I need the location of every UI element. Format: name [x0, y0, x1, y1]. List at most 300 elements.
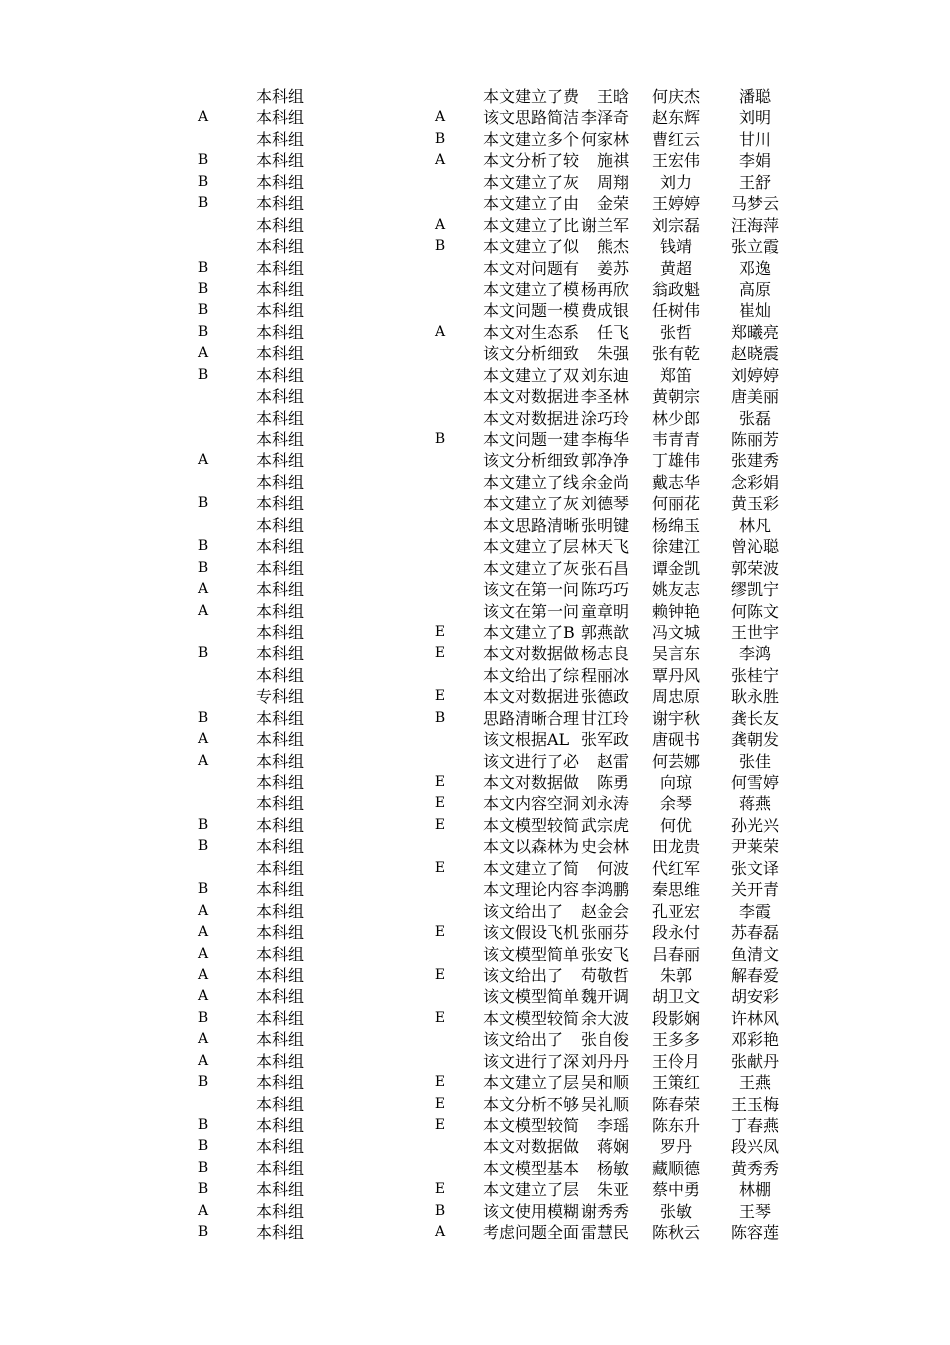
member-cell-3: 李霞 — [738, 901, 771, 921]
group-cell: 本科组 — [256, 258, 305, 278]
member-cell-3: 段兴凤 — [730, 1137, 779, 1157]
member-cell-3: 念彩娟 — [730, 472, 779, 492]
group-cell: 本科组 — [256, 1137, 305, 1157]
member-cell-2: 田龙贵 — [651, 837, 700, 857]
grade-cell-1: B — [197, 559, 209, 576]
comment-cell: 本文分析不够 — [483, 1094, 580, 1114]
member-cell-2: 胡卫文 — [651, 987, 700, 1007]
member-cell-1: 张自俊 — [580, 1030, 629, 1050]
member-cell-1: 杨再欣 — [580, 279, 629, 299]
comment-cell: 本文建立了层 — [483, 1073, 580, 1093]
member-cell-1: 李泽奇 — [580, 108, 629, 128]
member-cell-3: 林凡 — [738, 515, 771, 535]
comment-cell: 本文模型较简 — [483, 815, 580, 835]
grade-cell-1: A — [197, 1031, 209, 1048]
member-cell-2: 罗丹 — [659, 1137, 692, 1157]
member-cell-3: 郑曦亮 — [730, 322, 779, 342]
member-cell-3: 王玉梅 — [730, 1094, 779, 1114]
member-cell-3: 何陈文 — [730, 601, 779, 621]
grade-cell-1: A — [197, 1052, 209, 1069]
comment-cell: 本文思路清晰 — [483, 515, 580, 535]
grade-cell-2: E — [434, 688, 446, 705]
group-cell: 本科组 — [256, 408, 305, 428]
member-cell-1: 施祺 — [596, 151, 629, 171]
grade-cell-1: A — [197, 452, 209, 469]
table-row — [0, 643, 950, 664]
comment-cell: 本文问题一建 — [483, 430, 580, 449]
member-cell-1: 朱强 — [596, 344, 629, 364]
table-row — [0, 579, 950, 600]
grade-cell-2: B — [434, 709, 446, 726]
group-cell: 本科组 — [256, 965, 305, 985]
table-row — [0, 751, 950, 772]
comment-cell: 本文建立了模 — [483, 279, 580, 299]
member-cell-1: 郭净净 — [580, 451, 629, 471]
grade-cell-1: A — [197, 924, 209, 941]
table-row — [0, 1094, 950, 1115]
member-cell-1: 张石昌 — [580, 558, 629, 578]
member-cell-3: 何雪婷 — [730, 773, 779, 792]
table-row — [0, 665, 950, 686]
member-cell-2: 藏顺德 — [651, 1158, 700, 1178]
comment-cell: 本文建立了似 — [483, 237, 580, 257]
table-row — [0, 815, 950, 836]
grade-cell-2: E — [434, 816, 446, 833]
member-cell-1: 费成银 — [580, 301, 629, 321]
member-cell-2: 张哲 — [659, 322, 692, 342]
group-cell: 本科组 — [256, 601, 305, 621]
group-cell: 本科组 — [256, 837, 305, 857]
member-cell-2: 代红军 — [651, 858, 700, 878]
member-cell-2: 丁雄伟 — [651, 451, 700, 471]
comment-cell: 该文分析细致 — [483, 344, 580, 364]
group-cell: 本科组 — [256, 987, 305, 1007]
group-cell: 本科组 — [256, 901, 305, 921]
grade-cell-2: A — [434, 152, 446, 169]
group-cell: 本科组 — [256, 322, 305, 342]
comment-cell: 本文建立了比 — [483, 215, 580, 235]
grade-cell-1: B — [197, 323, 209, 340]
group-cell: 本科组 — [256, 1158, 305, 1178]
comment-cell: 本文建立了费 — [483, 87, 580, 106]
grade-cell-1: A — [197, 1202, 209, 1219]
table-row — [0, 472, 950, 493]
table-row — [0, 258, 950, 279]
member-cell-1: 程丽冰 — [580, 665, 629, 685]
grade-cell-1: B — [197, 1009, 209, 1026]
member-cell-2: 张有乾 — [651, 344, 700, 364]
member-cell-3: 张文译 — [730, 858, 779, 878]
table-row — [0, 986, 950, 1007]
grade-cell-2: E — [434, 924, 446, 941]
grade-cell-1: B — [197, 495, 209, 512]
member-cell-3: 关开青 — [730, 880, 779, 900]
member-cell-3: 崔灿 — [738, 301, 771, 321]
member-cell-2: 孔亚宏 — [651, 901, 700, 921]
member-cell-3: 汪海萍 — [730, 215, 779, 235]
grade-cell-2: B — [434, 1202, 446, 1219]
member-cell-2: 冯文城 — [651, 622, 700, 642]
table-row — [0, 386, 950, 407]
grade-cell-2: E — [434, 795, 446, 812]
member-cell-1: 王晗 — [596, 87, 629, 106]
comment-cell: 本文问题一模 — [483, 301, 580, 321]
comment-cell: 该文给出了 — [483, 1030, 564, 1050]
group-cell: 本科组 — [256, 494, 305, 514]
member-cell-3: 苏春磊 — [730, 923, 779, 943]
member-cell-1: 姜苏 — [596, 258, 629, 278]
group-cell: 本科组 — [256, 944, 305, 964]
table-row — [0, 107, 950, 128]
grade-cell-1: B — [197, 280, 209, 297]
comment-cell: 该文思路简洁 — [483, 108, 580, 128]
member-cell-2: 何丽花 — [651, 494, 700, 514]
member-cell-2: 姚友志 — [651, 580, 700, 600]
group-cell: 本科组 — [256, 387, 305, 407]
table-row — [0, 1179, 950, 1200]
grade-cell-2: E — [434, 1181, 446, 1198]
member-cell-3: 尹莱荣 — [730, 837, 779, 857]
comment-cell: 本文内容空洞 — [483, 794, 580, 814]
comment-cell: 该文根据AL — [483, 730, 570, 750]
table-row — [0, 1008, 950, 1029]
member-cell-1: 谢秀秀 — [580, 1201, 629, 1221]
comment-cell: 本文对数据做 — [483, 1137, 580, 1157]
group-cell: 本科组 — [256, 1073, 305, 1093]
member-cell-3: 刘婷婷 — [730, 365, 779, 385]
member-cell-3: 黄玉彩 — [730, 494, 779, 514]
table-row — [0, 901, 950, 922]
comment-cell: 本文分析了较 — [483, 151, 580, 171]
group-cell: 本科组 — [256, 472, 305, 492]
member-cell-2: 周忠原 — [651, 687, 700, 707]
member-cell-2: 赵东辉 — [651, 108, 700, 128]
member-cell-3: 黄秀秀 — [730, 1158, 779, 1178]
grade-cell-1: B — [197, 538, 209, 555]
comment-cell: 本文建立了简 — [483, 858, 580, 878]
comment-cell: 本文对生态系 — [483, 322, 580, 342]
table-row — [0, 300, 950, 321]
table-row — [0, 536, 950, 557]
comment-cell: 该文模型简单 — [483, 944, 580, 964]
group-cell: 本科组 — [256, 537, 305, 557]
member-cell-2: 段影娴 — [651, 1008, 700, 1028]
grade-cell-1: B — [197, 881, 209, 898]
table-row — [0, 1029, 950, 1050]
member-cell-3: 鱼清文 — [730, 944, 779, 964]
grade-cell-1: A — [197, 581, 209, 598]
member-cell-3: 丁春燕 — [730, 1116, 779, 1135]
member-cell-1: 余金尚 — [580, 472, 629, 492]
member-cell-3: 蒋燕 — [738, 794, 771, 814]
member-cell-3: 郭荣波 — [730, 558, 779, 578]
member-cell-3: 张立霞 — [730, 237, 779, 257]
comment-cell: 该文模型简单 — [483, 987, 580, 1007]
group-cell: 本科组 — [256, 923, 305, 943]
table-row — [0, 343, 950, 364]
group-cell: 本科组 — [256, 1094, 305, 1114]
member-cell-2: 张敏 — [659, 1201, 692, 1221]
comment-cell: 考虑问题全面 — [483, 1223, 580, 1243]
member-cell-2: 何芸娜 — [651, 751, 700, 771]
grade-cell-1: B — [197, 1181, 209, 1198]
table-row — [0, 429, 950, 450]
member-cell-1: 周翔 — [596, 172, 629, 192]
comment-cell: 本文对数据做 — [483, 773, 580, 792]
comment-cell: 该文给出了 — [483, 901, 564, 921]
table-row — [0, 129, 950, 150]
member-cell-1: 刘德琴 — [580, 494, 629, 514]
member-cell-1: 何波 — [596, 858, 629, 878]
member-cell-2: 陈春荣 — [651, 1094, 700, 1114]
table-row — [0, 622, 950, 643]
member-cell-3: 王舒 — [738, 172, 771, 192]
table-row — [0, 322, 950, 343]
grade-cell-2: E — [434, 1117, 446, 1133]
member-cell-1: 朱亚 — [596, 1180, 629, 1200]
member-cell-1: 林天飞 — [580, 537, 629, 557]
group-cell: 本科组 — [256, 1030, 305, 1050]
group-cell: 本科组 — [256, 172, 305, 192]
group-cell: 本科组 — [256, 730, 305, 750]
comment-cell: 本文建立了灰 — [483, 558, 580, 578]
member-cell-1: 刘永涛 — [580, 794, 629, 814]
comment-cell: 本文建立了灰 — [483, 494, 580, 514]
grade-cell-1: B — [197, 1117, 209, 1133]
member-cell-1: 陈勇 — [596, 773, 629, 792]
comment-cell: 本文建立多个 — [483, 129, 580, 149]
grade-cell-2: A — [434, 216, 446, 233]
table-row — [0, 729, 950, 750]
member-cell-2: 赖钟艳 — [651, 601, 700, 621]
grade-cell-1: B — [197, 259, 209, 276]
comment-cell: 思路清晰合理 — [483, 708, 580, 728]
table-row — [0, 450, 950, 471]
grade-cell-1: B — [197, 709, 209, 726]
member-cell-3: 张桂宁 — [730, 665, 779, 685]
member-cell-1: 甘江玲 — [580, 708, 629, 728]
table-row — [0, 150, 950, 171]
comment-cell: 该文使用模糊 — [483, 1201, 580, 1221]
member-cell-3: 张佳 — [738, 751, 771, 771]
table-row — [0, 1051, 950, 1072]
member-cell-2: 蔡中勇 — [651, 1180, 700, 1200]
member-cell-1: 张安飞 — [580, 944, 629, 964]
group-cell: 本科组 — [256, 1180, 305, 1200]
grade-cell-2: E — [434, 859, 446, 876]
group-cell: 本科组 — [256, 129, 305, 149]
member-cell-1: 李圣林 — [580, 387, 629, 407]
member-cell-1: 何家林 — [580, 129, 629, 149]
group-cell: 本科组 — [256, 344, 305, 364]
grade-cell-2: E — [434, 623, 446, 640]
member-cell-2: 戴志华 — [651, 472, 700, 492]
member-cell-2: 何庆杰 — [651, 87, 700, 106]
comment-cell: 本文以森林为 — [483, 837, 580, 857]
member-cell-2: 余琴 — [659, 794, 692, 814]
grade-cell-1: B — [197, 838, 209, 855]
member-cell-2: 唐砚书 — [651, 730, 700, 750]
grade-cell-2: E — [434, 966, 446, 983]
group-cell: 本科组 — [256, 1051, 305, 1071]
member-cell-2: 徐建江 — [651, 537, 700, 557]
member-cell-3: 马梦云 — [730, 194, 779, 214]
member-cell-2: 朱郭 — [659, 965, 692, 985]
member-cell-2: 曹红云 — [651, 129, 700, 149]
group-cell: 本科组 — [256, 301, 305, 321]
member-cell-2: 段永付 — [651, 923, 700, 943]
results-table — [0, 86, 950, 1244]
member-cell-1: 熊杰 — [596, 237, 629, 257]
member-cell-1: 郭燕歆 — [580, 622, 629, 642]
table-row — [0, 86, 950, 107]
table-row — [0, 172, 950, 193]
grade-cell-1: B — [197, 1159, 209, 1176]
table-row — [0, 601, 950, 622]
table-row — [0, 193, 950, 214]
member-cell-3: 唐美丽 — [730, 387, 779, 407]
grade-cell-2: A — [434, 323, 446, 340]
member-cell-3: 王世宇 — [730, 622, 779, 642]
member-cell-1: 李梅华 — [580, 430, 629, 449]
member-cell-3: 张磊 — [738, 408, 771, 428]
grade-cell-2: E — [434, 774, 446, 790]
group-cell: 本科组 — [256, 858, 305, 878]
group-cell: 本科组 — [256, 558, 305, 578]
member-cell-1: 赵雷 — [596, 751, 629, 771]
comment-cell: 本文建立了灰 — [483, 172, 580, 192]
comment-cell: 该文进行了深 — [483, 1051, 580, 1071]
member-cell-1: 杨志良 — [580, 644, 629, 664]
comment-cell: 本文对数据做 — [483, 644, 580, 664]
member-cell-3: 解春爱 — [730, 965, 779, 985]
table-row — [0, 365, 950, 386]
comment-cell: 本文建立了双 — [483, 365, 580, 385]
group-cell: 专科组 — [256, 687, 305, 707]
member-cell-3: 缪凯宁 — [730, 580, 779, 600]
member-cell-2: 杨绵玉 — [651, 515, 700, 535]
member-cell-1: 金荣 — [596, 194, 629, 214]
member-cell-3: 陈丽芳 — [730, 430, 779, 449]
table-row — [0, 1136, 950, 1157]
member-cell-1: 蒋娴 — [596, 1137, 629, 1157]
member-cell-1: 陈巧巧 — [580, 580, 629, 600]
comment-cell: 该文在第一问 — [483, 580, 580, 600]
table-row — [0, 772, 950, 793]
group-cell: 本科组 — [256, 365, 305, 385]
table-row — [0, 408, 950, 429]
member-cell-2: 刘宗磊 — [651, 215, 700, 235]
table-row — [0, 879, 950, 900]
member-cell-1: 任飞 — [596, 322, 629, 342]
member-cell-2: 覃丹风 — [651, 665, 700, 685]
member-cell-3: 陈容莲 — [730, 1223, 779, 1243]
group-cell: 本科组 — [256, 194, 305, 214]
member-cell-1: 魏开调 — [580, 987, 629, 1007]
member-cell-3: 高原 — [738, 279, 771, 299]
member-cell-3: 邓彩艳 — [730, 1030, 779, 1050]
grade-cell-1: A — [197, 345, 209, 362]
comment-cell: 该文假设飞机 — [483, 923, 580, 943]
grade-cell-2: B — [434, 238, 446, 255]
member-cell-3: 龚长友 — [730, 708, 779, 728]
member-cell-3: 龚朝发 — [730, 730, 779, 750]
member-cell-1: 吴礼顺 — [580, 1094, 629, 1114]
group-cell: 本科组 — [256, 622, 305, 642]
grade-cell-1: A — [197, 945, 209, 962]
member-cell-2: 王婷婷 — [651, 194, 700, 214]
comment-cell: 本文对问题有 — [483, 258, 580, 278]
grade-cell-2: B — [434, 431, 446, 447]
table-row — [0, 944, 950, 965]
comment-cell: 本文给出了综 — [483, 665, 580, 685]
member-cell-2: 王多多 — [651, 1030, 700, 1050]
group-cell: 本科组 — [256, 215, 305, 235]
member-cell-2: 向琼 — [659, 773, 692, 792]
table-row — [0, 493, 950, 514]
table-row — [0, 686, 950, 707]
table-row — [0, 1222, 950, 1243]
member-cell-1: 苟敬哲 — [580, 965, 629, 985]
group-cell: 本科组 — [256, 773, 305, 792]
comment-cell: 本文建立了层 — [483, 537, 580, 557]
table-row — [0, 1115, 950, 1136]
member-cell-2: 谭金凯 — [651, 558, 700, 578]
member-cell-2: 王策红 — [651, 1073, 700, 1093]
grade-cell-1: B — [197, 366, 209, 383]
member-cell-2: 翁政魁 — [651, 279, 700, 299]
grade-cell-1: B — [197, 1074, 209, 1091]
table-row — [0, 708, 950, 729]
grade-cell-2: E — [434, 1074, 446, 1091]
member-cell-3: 李鸿 — [738, 644, 771, 664]
group-cell: 本科组 — [256, 751, 305, 771]
member-cell-1: 赵金会 — [580, 901, 629, 921]
member-cell-2: 韦青青 — [651, 430, 700, 449]
member-cell-1: 张丽芬 — [580, 923, 629, 943]
member-cell-1: 李鸿鹏 — [580, 880, 629, 900]
comment-cell: 本文对数据进 — [483, 387, 580, 407]
grade-cell-1: B — [197, 302, 209, 319]
table-row — [0, 793, 950, 814]
group-cell: 本科组 — [256, 794, 305, 814]
member-cell-2: 黄超 — [659, 258, 692, 278]
group-cell: 本科组 — [256, 815, 305, 835]
group-cell: 本科组 — [256, 451, 305, 471]
grade-cell-1: B — [197, 1138, 209, 1155]
grade-cell-1: B — [197, 152, 209, 169]
member-cell-1: 雷慧民 — [580, 1223, 629, 1243]
comment-cell: 该文给出了 — [483, 965, 564, 985]
comment-cell: 本文建立了由 — [483, 194, 580, 214]
member-cell-3: 邓逸 — [738, 258, 771, 278]
table-row — [0, 836, 950, 857]
member-cell-2: 秦思维 — [651, 880, 700, 900]
member-cell-1: 吴和顺 — [580, 1073, 629, 1093]
grade-cell-2: E — [434, 1009, 446, 1026]
group-cell: 本科组 — [256, 880, 305, 900]
member-cell-2: 王伶月 — [651, 1051, 700, 1071]
member-cell-1: 刘东迪 — [580, 365, 629, 385]
group-cell: 本科组 — [256, 108, 305, 128]
member-cell-2: 郑笛 — [659, 365, 692, 385]
comment-cell: 该文进行了必 — [483, 751, 580, 771]
group-cell: 本科组 — [256, 665, 305, 685]
member-cell-2: 王宏伟 — [651, 151, 700, 171]
group-cell: 本科组 — [256, 279, 305, 299]
group-cell: 本科组 — [256, 1201, 305, 1221]
table-row — [0, 1158, 950, 1179]
